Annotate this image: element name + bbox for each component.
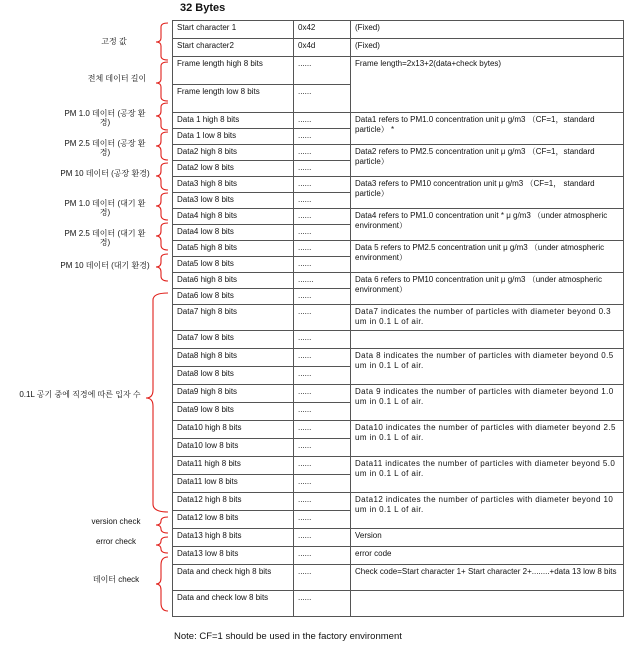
field-cell: Data6 low 8 bits <box>173 289 294 305</box>
label-pm25-atmo: PM 2.5 데이터 (대기 환경) <box>64 229 146 247</box>
footnote: Note: CF=1 should be used in the factory environment <box>174 631 402 642</box>
value-cell: ...... <box>294 85 351 113</box>
bracket-error <box>156 537 168 553</box>
field-cell: Frame length high 8 bits <box>173 57 294 85</box>
value-cell: ...... <box>294 403 351 421</box>
description-cell: Data 9 indicates the number of particles with diameter beyond 1.0 um in 0.1 L of air. <box>351 385 624 421</box>
value-cell: ...... <box>294 225 351 241</box>
field-cell: Data11 high 8 bits <box>173 457 294 475</box>
description-cell: Data 5 refers to PM2.5 concentration unit μ g/m3 （under atmospheric environment） <box>351 241 624 273</box>
description-cell: error code <box>351 547 624 565</box>
description-cell: Data12 indicates the number of particles with diameter beyond 10 um in 0.1 L of air. <box>351 493 624 529</box>
label-pm10-factory: PM 10 데이터 (공장 환경) <box>60 169 150 178</box>
field-cell: Data6 high 8 bits <box>173 273 294 289</box>
description-cell: Data4 refers to PM1.0 concentration unit * μ g/m3 （under atmospheric environment） <box>351 209 624 241</box>
description-cell: Check code=Start character 1+ Start character 2+........+data 13 low 8 bits <box>351 565 624 591</box>
bracket-frame-length <box>156 62 168 101</box>
bracket-pm10-atmo <box>156 254 168 281</box>
description-cell: Data1 refers to PM1.0 concentration unit μ g/m3 （CF=1，standard particle） * <box>351 113 624 145</box>
field-cell: Data3 low 8 bits <box>173 193 294 209</box>
value-cell: ...... <box>294 129 351 145</box>
description-cell: Data 6 refers to PM10 concentration unit μ g/m3 （under atmospheric environment） <box>351 273 624 305</box>
field-cell: Data and check high 8 bits <box>173 565 294 591</box>
value-cell: ...... <box>294 161 351 177</box>
value-cell: ...... <box>294 145 351 161</box>
field-cell: Frame length low 8 bits <box>173 85 294 113</box>
bracket-particle-count <box>146 293 168 512</box>
label-fixed-value: 고정 값 <box>101 37 127 46</box>
value-cell: ...... <box>294 547 351 565</box>
value-cell: ...... <box>294 177 351 193</box>
value-cell: ...... <box>294 439 351 457</box>
description-cell: Frame length=2x13+2(data+check bytes) <box>351 57 624 113</box>
description-cell: Data10 indicates the number of particles with diameter beyond 2.5 um in 0.1 L of air. <box>351 421 624 457</box>
label-pm1-factory: PM 1.0 데이터 (공장 환경) <box>64 109 146 127</box>
description-cell: Data2 refers to PM2.5 concentration unit μ g/m3 （CF=1，standard particle） <box>351 145 624 177</box>
field-cell: Data9 low 8 bits <box>173 403 294 421</box>
field-cell: Data 1 low 8 bits <box>173 129 294 145</box>
field-cell: Data5 high 8 bits <box>173 241 294 257</box>
field-cell: Data7 high 8 bits <box>173 305 294 331</box>
bracket-fixed <box>156 23 168 60</box>
bracket-version <box>156 517 168 533</box>
field-cell: Data4 high 8 bits <box>173 209 294 225</box>
value-cell: ...... <box>294 209 351 225</box>
value-cell: ...... <box>294 57 351 85</box>
value-cell: ...... <box>294 289 351 305</box>
field-cell: Data7 low 8 bits <box>173 331 294 349</box>
value-cell: 0x4d <box>294 39 351 57</box>
field-cell: Data3 high 8 bits <box>173 177 294 193</box>
value-cell: ...... <box>294 331 351 349</box>
field-cell: Data9 high 8 bits <box>173 385 294 403</box>
value-cell: ....... <box>294 273 351 289</box>
bracket-pm10-atmo-1 <box>156 193 168 220</box>
label-version-check: version check <box>91 517 141 526</box>
field-cell: Data10 high 8 bits <box>173 421 294 439</box>
field-cell: Data10 low 8 bits <box>173 439 294 457</box>
description-cell: Data11 indicates the number of particles with diameter beyond 5.0 um in 0.1 L of air. <box>351 457 624 493</box>
value-cell: ...... <box>294 591 351 617</box>
value-cell: ...... <box>294 349 351 367</box>
value-cell: ...... <box>294 385 351 403</box>
value-cell: ...... <box>294 493 351 511</box>
field-cell: Data8 low 8 bits <box>173 367 294 385</box>
value-cell: ...... <box>294 511 351 529</box>
field-cell: Data5 low 8 bits <box>173 257 294 273</box>
value-cell: ...... <box>294 529 351 547</box>
field-cell: Data12 low 8 bits <box>173 511 294 529</box>
value-cell: ...... <box>294 565 351 591</box>
value-cell: ...... <box>294 475 351 493</box>
field-cell: Data12 high 8 bits <box>173 493 294 511</box>
bracket-pm10-factory <box>156 163 168 190</box>
field-cell: Start character2 <box>173 39 294 57</box>
field-cell: Data2 low 8 bits <box>173 161 294 177</box>
bracket-data-check <box>156 557 168 611</box>
label-total-length: 전체 데이터 길이 <box>87 74 147 83</box>
value-cell: ...... <box>294 457 351 475</box>
value-cell: ...... <box>294 193 351 209</box>
field-cell: Data2 high 8 bits <box>173 145 294 161</box>
page-title: 32 Bytes <box>180 2 226 14</box>
bracket-pm25-factory <box>156 132 168 160</box>
label-data-check: 데이터 check <box>92 575 140 584</box>
field-cell: Data11 low 8 bits <box>173 475 294 493</box>
field-cell: Data13 low 8 bits <box>173 547 294 565</box>
field-cell: Data and check low 8 bits <box>173 591 294 617</box>
description-cell: Data7 indicates the number of particles with diameter beyond 0.3 um in 0.1 L of air. <box>351 305 624 331</box>
field-cell: Data8 high 8 bits <box>173 349 294 367</box>
field-cell: Start character 1 <box>173 21 294 39</box>
label-pm10-atmo: PM 10 데이터 (대기 환경) <box>60 261 150 270</box>
description-cell: (Fixed) <box>351 21 624 39</box>
value-cell: ...... <box>294 421 351 439</box>
description-cell: Data 8 indicates the number of particles with diameter beyond 0.5 um in 0.1 L of air. <box>351 349 624 385</box>
label-pm25-factory: PM 2.5 데이터 (공장 환경) <box>64 139 146 157</box>
value-cell: ...... <box>294 241 351 257</box>
field-cell: Data4 low 8 bits <box>173 225 294 241</box>
label-particle-count: 0.1L 공기 중에 직경에 따른 입자 수 <box>19 390 141 399</box>
description-cell: Data3 refers to PM10 concentration unit μ g/m3 （CF=1， standard particle） <box>351 177 624 209</box>
label-error-check: error check <box>95 537 136 546</box>
bracket-pm25-atmo <box>156 223 168 250</box>
value-cell: ...... <box>294 257 351 273</box>
value-cell: 0x42 <box>294 21 351 39</box>
description-cell: (Fixed) <box>351 39 624 57</box>
value-cell: ...... <box>294 305 351 331</box>
field-cell: Data13 high 8 bits <box>173 529 294 547</box>
field-cell: Data 1 high 8 bits <box>173 113 294 129</box>
value-cell: ...... <box>294 113 351 129</box>
value-cell: ...... <box>294 367 351 385</box>
label-pm1-atmo: PM 1.0 데이터 (대기 환경) <box>64 199 146 217</box>
bracket-pm10-factory-1 <box>156 103 168 130</box>
description-cell: Version <box>351 529 624 547</box>
